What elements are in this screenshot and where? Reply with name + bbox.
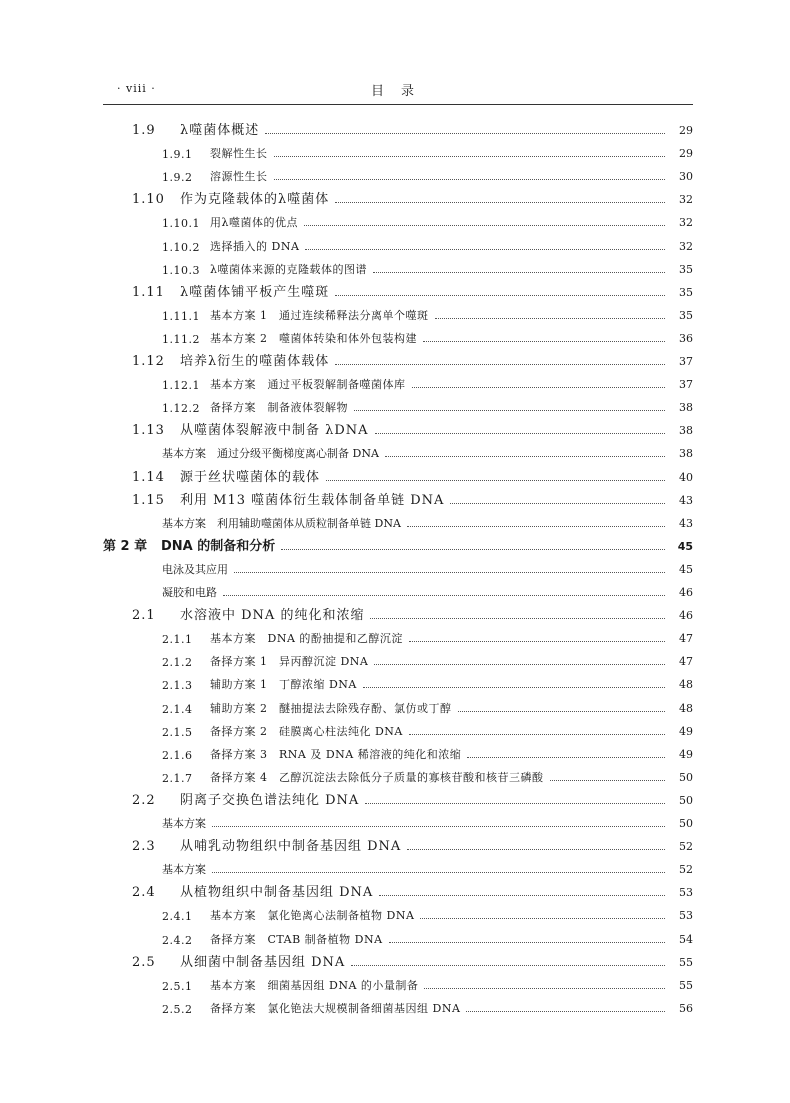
toc-entry-number: 2.1.1: [162, 633, 193, 647]
toc-entry-title: 基本方案: [162, 817, 206, 830]
toc-entry-page: 29: [679, 124, 693, 137]
toc-entry-title: 源于丝状噬菌体的载体: [180, 469, 321, 485]
toc-entry: [162, 511, 693, 531]
toc-entry-page: 45: [679, 562, 693, 576]
dot-leader: [373, 271, 665, 273]
toc-entry: [132, 118, 693, 138]
running-header: [103, 78, 693, 102]
toc-entry-page: 37: [679, 378, 693, 392]
dot-leader: [458, 710, 666, 712]
toc-entry-page: 32: [679, 193, 693, 207]
toc-entry-title: 培养λ衍生的噬菌体载体: [180, 354, 330, 369]
toc-entry-title: 基本方案 通过平板裂解制备噬菌体库: [210, 378, 406, 392]
toc-entry-page: 52: [679, 840, 693, 854]
toc-entry-page: 47: [679, 655, 693, 669]
toc-entry: [162, 903, 693, 923]
toc-entry-number: 2.1.6: [162, 748, 193, 762]
toc-entry-title: 备择方案 制备液体裂解物: [210, 401, 348, 415]
dot-leader: [409, 733, 665, 735]
dot-leader: [466, 1010, 665, 1012]
toc-entry-title: 利用 M13 噬菌体衍生载体制备单链 DNA: [180, 492, 445, 508]
toc-entry: [162, 210, 693, 230]
toc-entry-page: 37: [679, 355, 693, 368]
toc-entry-title: 备择方案 4 乙醇沉淀法去除低分子质量的寡核苷酸和核苷三磷酸: [210, 770, 544, 784]
toc-entry-title: 基本方案: [162, 863, 206, 877]
dot-leader: [424, 987, 665, 989]
dot-leader: [281, 548, 665, 550]
toc-entry-title: 备择方案 3 RNA 及 DNA 稀溶液的纯化和浓缩: [210, 747, 462, 761]
toc-entry-title: 辅助方案 2 醚抽提法去除残存酚、氯仿或丁醇: [210, 701, 452, 715]
toc-entry-page: 43: [679, 493, 693, 507]
toc-entry: [132, 880, 693, 900]
toc-entry: [162, 441, 693, 461]
toc-entry-number: 2.1.7: [162, 771, 193, 785]
toc-entry-title: 备择方案 CTAB 制备植物 DNA: [210, 932, 383, 946]
dot-leader: [420, 917, 665, 919]
toc-entry-page: 50: [679, 793, 693, 807]
toc-entry-title: λ噬菌体来源的克隆载体的图谱: [210, 262, 367, 276]
toc-entry: [132, 488, 693, 508]
toc-entry-page: 32: [679, 239, 693, 253]
dot-leader: [354, 409, 665, 411]
toc-entry: [162, 973, 693, 993]
toc-entry-number: 1.11.1: [162, 309, 200, 323]
dot-leader: [407, 525, 665, 527]
toc-entry-number: 2.1.5: [162, 725, 193, 739]
toc-entry-number: 1.11: [132, 284, 165, 300]
dot-leader: [412, 386, 666, 388]
toc-entry-page: 46: [679, 586, 693, 599]
dot-leader: [335, 363, 665, 365]
toc-entry-page: 32: [679, 216, 693, 230]
toc-entry: [162, 626, 693, 646]
toc-entry-page: 55: [679, 955, 693, 969]
toc-entry-number: 2.4.1: [162, 910, 193, 924]
toc-entry-page: 50: [679, 770, 693, 784]
dot-leader: [409, 640, 665, 642]
toc-entry: [162, 696, 693, 716]
toc-entry-number: 1.9: [132, 123, 156, 138]
toc-entry-title: 电泳及其应用: [162, 562, 228, 576]
dot-leader: [326, 479, 665, 481]
dot-leader: [265, 132, 665, 134]
dot-leader: [212, 825, 665, 827]
toc-entry: [162, 811, 693, 831]
toc-entry-title: 基本方案 通过分级平衡梯度离心制备 DNA: [162, 447, 379, 461]
toc-entry-number: 1.9.1: [162, 148, 193, 162]
dot-leader: [467, 756, 665, 758]
toc-entry-title: 用λ噬菌体的优点: [210, 216, 298, 230]
dot-leader: [335, 201, 665, 203]
toc-entry-title: 基本方案 DNA 的酚抽提和乙醇沉淀: [210, 632, 403, 646]
toc-entry-page: 38: [679, 424, 693, 438]
toc-entry-number: 2.1.3: [162, 679, 193, 693]
toc-entry: [162, 649, 693, 669]
toc-entry: [162, 557, 693, 577]
toc-entry: [162, 765, 693, 785]
toc-entry-number: 1.10.3: [162, 263, 200, 277]
toc-entry: [132, 349, 693, 369]
dot-leader: [450, 502, 665, 504]
toc-entry-title: 水溶液中 DNA 的纯化和浓缩: [180, 608, 365, 624]
toc-entry-page: 43: [679, 516, 693, 530]
toc-entry: [162, 326, 693, 346]
toc-entry-title: 阴离子交换色谱法纯化 DNA: [180, 792, 360, 808]
toc-entry: [132, 603, 693, 623]
dot-leader: [374, 663, 665, 665]
toc-entry-title: 备择方案 氯化铯法大规模制备细菌基因组 DNA: [210, 1001, 461, 1015]
dot-leader: [234, 571, 665, 573]
toc-entry-title: λ噬菌体铺平板产生噬斑: [180, 284, 330, 300]
toc-entry-number: 2.2: [132, 792, 156, 808]
toc-entry-title: 基本方案 利用辅助噬菌体从质粒制备单链 DNA: [162, 516, 401, 530]
toc-entry-number: 1.10: [132, 192, 165, 208]
toc-entry-title: 从细菌中制备基因组 DNA: [180, 954, 346, 970]
toc-entry: [132, 418, 693, 438]
toc-entry-page: 46: [679, 609, 693, 623]
toc-entry-title: 基本方案 2 噬菌体转染和体外包装构建: [210, 331, 417, 345]
toc-entry-title: 从哺乳动物组织中制备基因组 DNA: [180, 839, 402, 855]
toc-entry-page: 29: [679, 147, 693, 161]
toc-entry-number: 2.3: [132, 839, 156, 855]
toc-entry-page: 49: [679, 724, 693, 738]
dot-leader: [375, 432, 665, 434]
toc-entry-number: 1.14: [132, 469, 165, 485]
toc-entry-page: 48: [679, 701, 693, 715]
toc-entry-page: 38: [679, 401, 693, 415]
toc-entry-number: 1.12.1: [162, 379, 200, 393]
toc-entry-number: 第 2 章: [103, 538, 148, 554]
toc-entry-number: 1.11.2: [162, 332, 200, 346]
toc-entry-page: 38: [679, 447, 693, 461]
toc-entry: [132, 187, 693, 207]
toc-entry-title: 基本方案 氯化铯离心法制备植物 DNA: [210, 909, 415, 923]
toc-entry-page: 56: [679, 1001, 693, 1015]
toc-entry: [132, 280, 693, 300]
toc-entry-title: 选择插入的 DNA: [210, 239, 300, 253]
toc-entry-number: 2.1.2: [162, 656, 193, 670]
toc-entry-title: 基本方案 细菌基因组 DNA 的小量制备: [210, 978, 419, 992]
toc-entry-title: 溶源性生长: [210, 170, 268, 184]
dot-leader: [435, 317, 666, 319]
dot-leader: [351, 964, 665, 966]
toc-entry: [162, 672, 693, 692]
toc-entry: [132, 465, 693, 485]
toc-entry-title: 备择方案 2 硅膜离心柱法纯化 DNA: [210, 724, 403, 738]
toc-entry: [162, 719, 693, 739]
toc-entry-page: 30: [679, 170, 693, 184]
toc-entry-page: 52: [679, 863, 693, 877]
toc-entry-page: 55: [679, 978, 693, 992]
toc-entry: [162, 857, 693, 877]
dot-leader: [274, 178, 666, 180]
dot-leader: [379, 894, 665, 896]
toc-entry-page: 48: [679, 678, 693, 692]
toc-entry-number: 2.4.2: [162, 933, 193, 947]
toc-entry: [162, 164, 693, 184]
toc-entry: [162, 996, 693, 1016]
dot-leader: [370, 617, 665, 619]
toc-entry-page: 35: [679, 285, 693, 299]
toc-entry-page: 54: [679, 932, 693, 946]
toc-entry-title: 凝胶和电路: [162, 586, 217, 599]
dot-leader: [550, 779, 666, 781]
toc-entry: [132, 834, 693, 854]
toc-entry-page: 36: [679, 331, 693, 345]
toc-entry: [162, 580, 693, 600]
dot-leader: [407, 848, 665, 850]
dot-leader: [365, 802, 665, 804]
toc-entry-page: 45: [677, 539, 693, 553]
toc-entry-page: 35: [679, 308, 693, 322]
toc-entry-title: 从植物组织中制备基因组 DNA: [180, 885, 374, 901]
toc-entry-number: 2.1.4: [162, 702, 193, 716]
dot-leader: [223, 594, 665, 596]
toc-entry-number: 1.9.2: [162, 171, 193, 185]
toc-entry: [132, 788, 693, 808]
toc-entry: [162, 927, 693, 947]
toc-entry-page: 53: [679, 886, 693, 900]
toc-entry-number: 2.4: [132, 885, 156, 901]
toc-entry-number: 1.12.2: [162, 402, 200, 416]
toc-entry: [162, 395, 693, 415]
toc-entry-page: 35: [679, 262, 693, 276]
toc-entry-title: 基本方案 1 通过连续稀释法分离单个噬斑: [210, 308, 429, 322]
page-number: · viii ·: [117, 82, 156, 95]
toc-entry: [103, 534, 693, 554]
dot-leader: [389, 941, 665, 943]
dot-leader: [305, 248, 665, 250]
toc-entry-title: λ噬菌体概述: [180, 123, 260, 138]
toc-entry-number: 1.13: [132, 423, 165, 439]
toc-entry-number: 2.5.1: [162, 979, 193, 993]
dot-leader: [385, 455, 665, 457]
toc-entry-page: 49: [679, 747, 693, 761]
toc-entry-title: 从噬菌体裂解液中制备 λDNA: [180, 423, 369, 439]
dot-leader: [212, 871, 665, 873]
toc-entry: [162, 303, 693, 323]
toc-entry-page: 53: [679, 909, 693, 923]
toc-entry: [132, 950, 693, 970]
dot-leader: [304, 224, 665, 226]
toc-entry-page: 47: [679, 632, 693, 646]
toc-entry-number: 1.10.1: [162, 217, 200, 231]
toc-entry: [162, 257, 693, 277]
toc-entry-number: 2.5: [132, 954, 156, 970]
toc-entry-title: 备择方案 1 异丙醇沉淀 DNA: [210, 655, 369, 669]
toc-entry-title: 裂解性生长: [210, 147, 268, 161]
toc-entry: [162, 141, 693, 161]
toc-entry-number: 1.12: [132, 354, 165, 369]
header-rule: [103, 104, 693, 105]
dot-leader: [335, 294, 665, 296]
dot-leader: [423, 340, 665, 342]
toc-entry-title: 作为克隆载体的λ噬菌体: [180, 192, 330, 208]
toc-entry-page: 50: [679, 817, 693, 830]
toc-entry-title: DNA 的制备和分析: [161, 538, 276, 554]
toc-entry-number: 1.10.2: [162, 240, 200, 254]
dot-leader: [363, 686, 665, 688]
dot-leader: [274, 155, 666, 157]
toc-entry-title: 辅助方案 1 丁醇浓缩 DNA: [210, 678, 357, 692]
toc-entry: [162, 742, 693, 762]
toc-entry: [162, 234, 693, 254]
toc-entry-number: 2.1: [132, 608, 156, 624]
toc-entry-number: 2.5.2: [162, 1002, 193, 1016]
toc-entry: [162, 372, 693, 392]
toc-entry-number: 1.15: [132, 492, 165, 508]
toc-entry-page: 40: [679, 470, 693, 484]
running-title: 目 录: [371, 84, 417, 99]
